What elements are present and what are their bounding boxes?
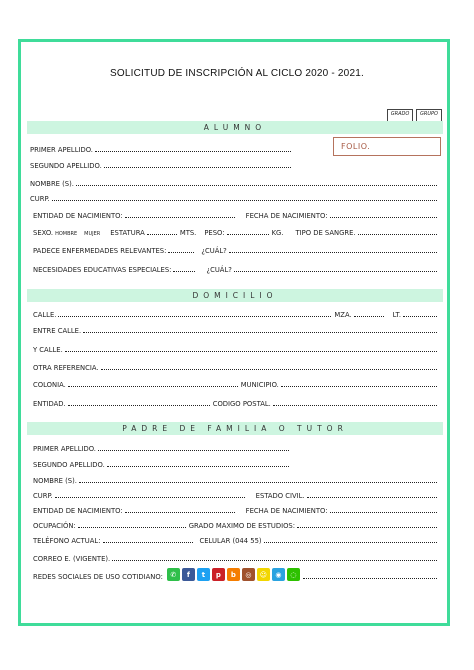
section-alumno: ALUMNO: [27, 121, 443, 134]
label: KG.: [271, 229, 284, 237]
primer-apellido-field[interactable]: [95, 151, 291, 152]
label: ENTIDAD DE NACIMIENTO:: [33, 507, 123, 515]
label: SEXO.: [33, 229, 54, 237]
label: FECHA DE NACIMIENTO:: [245, 507, 328, 515]
hombre-option[interactable]: HOMBRE: [55, 231, 78, 237]
label: SEGUNDO APELLIDO.: [33, 461, 105, 469]
label: ¿CUÁL?: [201, 247, 227, 255]
label: CALLE.: [33, 311, 57, 319]
y-calle-field[interactable]: [65, 351, 437, 352]
label: ESTATURA: [110, 229, 145, 237]
label: MTS.: [179, 229, 197, 237]
snapchat-icon[interactable]: ☺: [257, 568, 270, 581]
section-padre: PADRE DE FAMILIA O TUTOR: [27, 422, 443, 435]
label: LT.: [392, 311, 401, 319]
nombre-field[interactable]: [76, 185, 437, 186]
label: REDES SOCIALES DE USO COTIDIANO:: [33, 573, 163, 581]
label: CURP.: [33, 492, 53, 500]
label: PESO:: [204, 229, 225, 237]
mza-field[interactable]: [354, 316, 384, 317]
label: CORREO E. (VIGENTE).: [33, 555, 111, 563]
mujer-option[interactable]: MUJER: [84, 231, 101, 237]
padre-segundo-apellido-field[interactable]: [107, 466, 289, 467]
folio-box[interactable]: FOLIO.: [333, 137, 441, 156]
blogger-icon[interactable]: b: [227, 568, 240, 581]
padre-curp-field[interactable]: [55, 497, 245, 498]
estatura-field[interactable]: [147, 234, 177, 235]
whatsapp-icon[interactable]: ✆: [167, 568, 180, 581]
label: PRIMER APELLIDO.: [30, 146, 93, 154]
label: ESTADO CIVIL.: [255, 492, 305, 500]
estado-civil-field[interactable]: [307, 497, 437, 498]
facebook-icon[interactable]: f: [182, 568, 195, 581]
label: PRIMER APELLIDO.: [33, 445, 96, 453]
label: PADECE ENFERMEDADES RELEVANTES:: [33, 247, 167, 255]
label: TELÉFONO ACTUAL:: [33, 537, 101, 545]
pinterest-icon[interactable]: p: [212, 568, 225, 581]
label: ENTIDAD DE NACIMIENTO:: [33, 212, 123, 220]
label: CURP.: [30, 195, 50, 203]
padre-fecha-nac-field[interactable]: [330, 512, 437, 513]
redes-field[interactable]: [303, 578, 437, 579]
label: NOMBRE (S).: [30, 180, 74, 188]
entidad-field[interactable]: [68, 405, 210, 406]
correo-field[interactable]: [112, 560, 437, 561]
label: SEGUNDO APELLIDO.: [30, 162, 102, 170]
entre-calle-field[interactable]: [83, 332, 437, 333]
label: OTRA REFERENCIA.: [33, 364, 99, 372]
segundo-apellido-field[interactable]: [104, 167, 291, 168]
colonia-field[interactable]: [68, 386, 238, 387]
curp-field[interactable]: [52, 200, 437, 201]
label: NECESIDADES EDUCATIVAS ESPECIALES:: [33, 266, 172, 274]
label: NOMBRE (S).: [33, 477, 77, 485]
label: MUNICIPIO.: [240, 381, 279, 389]
ocupacion-field[interactable]: [78, 527, 186, 528]
label: MZA.: [334, 311, 352, 319]
grado-estudios-field[interactable]: [297, 527, 437, 528]
codigo-postal-field[interactable]: [273, 405, 437, 406]
cual-necesidad-field[interactable]: [234, 271, 437, 272]
label: ENTIDAD.: [33, 400, 66, 408]
tipo-sangre-field[interactable]: [358, 234, 437, 235]
label: COLONIA.: [33, 381, 66, 389]
celular-field[interactable]: [264, 542, 437, 543]
section-domicilio: DOMICILIO: [27, 289, 443, 302]
grupo-box[interactable]: GRUPO: [416, 109, 442, 129]
label: GRADO MAXIMO DE ESTUDIOS:: [188, 522, 296, 530]
padre-nombre-field[interactable]: [79, 482, 437, 483]
cual-enfermedad-field[interactable]: [229, 252, 437, 253]
label: ENTRE CALLE.: [33, 327, 82, 335]
entidad-nacimiento-field[interactable]: [125, 217, 235, 218]
label: Y CALLE.: [33, 346, 63, 354]
necesidades-field[interactable]: [173, 271, 195, 272]
grado-box[interactable]: GRADO: [387, 109, 413, 129]
label: OCUPACIÓN:: [33, 522, 76, 530]
calle-field[interactable]: [58, 316, 331, 317]
enfermedades-field[interactable]: [168, 252, 194, 253]
messenger-icon[interactable]: ◉: [272, 568, 285, 581]
peso-field[interactable]: [227, 234, 269, 235]
instagram-icon[interactable]: ◎: [242, 568, 255, 581]
form-title: SOLICITUD DE INSCRIPCIÓN AL CICLO 2020 - 2021.: [110, 68, 364, 79]
label: TIPO DE SANGRE.: [295, 229, 356, 237]
otra-referencia-field[interactable]: [101, 369, 437, 370]
label: CELULAR (044 55): [199, 537, 262, 545]
fecha-nacimiento-field[interactable]: [330, 217, 437, 218]
padre-entidad-nac-field[interactable]: [125, 512, 235, 513]
label: ¿CUÁL?: [206, 266, 232, 274]
telefono-field[interactable]: [103, 542, 193, 543]
municipio-field[interactable]: [281, 386, 437, 387]
label: CODIGO POSTAL.: [212, 400, 271, 408]
padre-primer-apellido-field[interactable]: [98, 450, 289, 451]
label: FECHA DE NACIMIENTO:: [245, 212, 328, 220]
wechat-icon[interactable]: ◌: [287, 568, 300, 581]
twitter-icon[interactable]: t: [197, 568, 210, 581]
social-icons: [167, 568, 300, 581]
lt-field[interactable]: [403, 316, 437, 317]
